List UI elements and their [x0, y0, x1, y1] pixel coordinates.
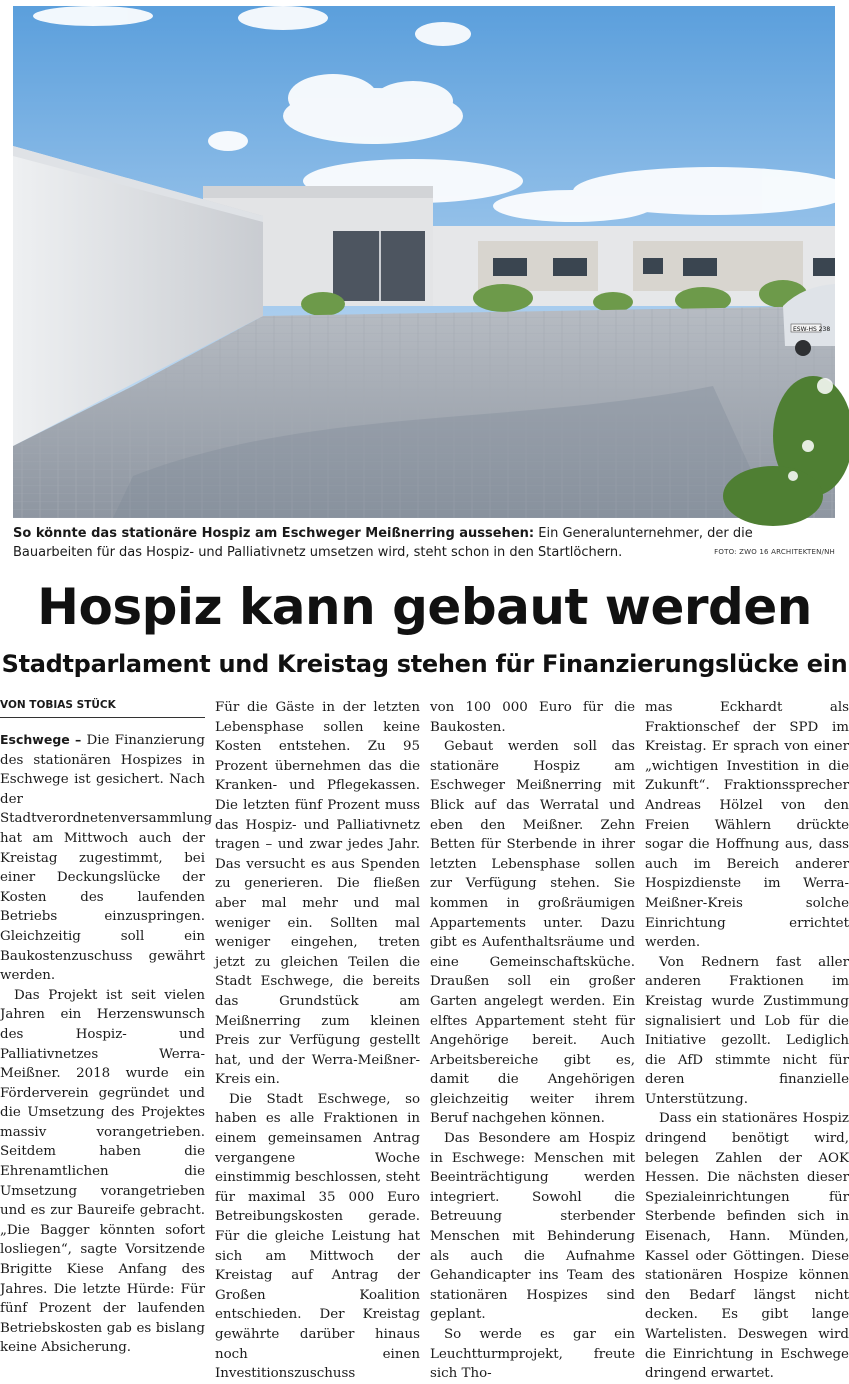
column-4: [645, 698, 849, 1382]
paragraph: So werde es gar ein Leuchtturmprojekt, freute sich Tho-: [430, 1327, 635, 1382]
paragraph: Das Projekt ist seit vielen Jahren ein Herzenswunsch des Hospiz- und Palliativnetzes Werra-Meißner. 2018 wurde ein Förderverein gegründet und die Umsetzung des Projektes massiv vorangetrieben. Seitdem haben die Ehrenamtlichen die Umsetzung vorangetrieben und es zur Baureife gebracht. „Die Bagger könnten sofort losliegen“, sagte Vorsitzende Brigitte Kiese Anfang des Jahres. Die letzte Hürde: Für fünf Prozent der laufenden Betriebskosten gab es bislang keine Absicherung.: [0, 987, 205, 1356]
column-3: [430, 698, 635, 1382]
article-photo: [13, 6, 835, 518]
architecture-rendering-image: [13, 6, 835, 518]
paragraph: mas Eckhardt als Fraktionschef der SPD im Kreistag. Er sprach von einer „wichtigen Investition in die Zukunft“. Fraktionssprecher Andreas Hölzel von den Freien Wählern drückte sogar die Hoffnung aus, dass auch im Bereich anderer Hospizdienste im Werra-Meißner-Kreis solche Einrichtung errichtet werden.: [645, 700, 849, 951]
paragraph: Gebaut werden soll das stationäre Hospiz am Eschweger Meißnerring mit Blick auf das Werratal und eben den Meißner. Zehn Betten für Sterbende in ihrer letzten Lebensphase sollen zur Verfügung stehen. Sie kommen in großräumigen Appartements unter. Dazu gibt es Aufenthaltsräume und eine Gemeinschaftsküche. Draußen soll ein großer Garten angelegt werden. Ein elftes Appartement steht für Angehörige bereit. Auch Arbeitsbereiche gibt es, damit die Angehörigen gleichzeitig weiter ihrem Beruf nachgehen können.: [430, 739, 635, 1127]
column-1: [0, 698, 213, 1356]
headline: Hospiz kann gebaut werden: [37, 578, 812, 636]
caption-text: Ein Generalunternehmer, der die Bauarbeiten für das Hospiz- und Palliativnetz umsetzen wird, steht schon in den Startlöchern.: [13, 526, 753, 560]
byline: VON TOBIAS STÜCK: [0, 698, 205, 718]
column-2: [215, 698, 420, 1382]
paragraph: von 100 000 Euro für die Baukosten.: [430, 700, 635, 735]
paragraph-text: Die Finanzierung des stationären Hospizes in Eschwege ist gesichert. Nach der Stadtverordnetenversammlung hat am Mittwoch auch der Kreistag zugestimmt, bei einer Deckungslücke der Kosten des laufenden Betriebs einzuspringen. Gleichzeitig soll ein Baukostenzuschuss gewährt werden.: [0, 733, 213, 984]
paragraph: Das Besondere am Hospiz in Eschwege: Menschen mit Beeinträchtigung werden integriert. Sowohl die Betreuung sterbender Menschen mit Behinderung als auch die Aufnahme Gehandicapter ins Team des stationären Hospizes sind geplant.: [430, 1131, 635, 1323]
article-body: [0, 698, 849, 1382]
paragraph: Dass ein stationäres Hospiz dringend benötigt wird, belegen Zahlen der AOK Hessen. Die nächsten dieser Spezialeinrichtungen für Sterbende befinden sich in Eisenach, Hann. Münden, Kassel oder Göttingen. Diese stationären Hospize können den Bedarf längst nicht decken. Es gibt lange Wartelisten. Deswegen wird die Einrichtung in Eschwege dringend erwartet.: [645, 1111, 849, 1382]
photo-credit: FOTO: ZWO 16 ARCHITEKTEN/NH: [714, 548, 835, 556]
paragraph: [0, 730, 213, 986]
license-plate-text: ESW-HS 238: [793, 326, 831, 333]
paragraph: Von Rednern fast aller anderen Fraktionen im Kreistag wurde Zustimmung signalisiert und Lob für die Initiative gezollt. Lediglich die AfD stimmte nicht für deren finanzielle Unterstützung.: [645, 954, 849, 1107]
photo-caption: [13, 524, 835, 562]
subheadline: Stadtparlament und Kreistag stehen für Finanzierungslücke ein: [1, 650, 848, 678]
paragraph: Die Stadt Eschwege, so haben es alle Fraktionen in einem gemeinsamen Antrag vergangene Woche einstimmig beschlossen, steht für maximal 35 000 Euro Betreibungskosten gerade. Für die gleiche Leistung hat sich am Mittwoch der Kreistag auf Antrag der Großen Koalition entschieden. Der Kreistag gewährte darüber hinaus noch einen Investitionszuschuss: [215, 1091, 420, 1382]
dateline: Eschwege –: [0, 732, 82, 747]
caption-lead: So könnte das stationäre Hospiz am Eschweger Meißnerring aussehen:: [13, 526, 535, 541]
paragraph: Für die Gäste in der letzten Lebensphase sollen keine Kosten entstehen. Zu 95 Prozent übernehmen das die Kranken- und Pflegekassen. Die letzten fünf Prozent muss das Hospiz- und Palliativnetz tragen – und zwar jedes Jahr. Das versucht es aus Spenden zu generieren. Die fließen aber mal mehr und mal weniger ein. Sollten mal weniger eingehen, treten jetzt zu gleichen Teilen die Stadt Eschwege, die bereits das Grundstück am Meißnerring zum kleinen Preis zur Verfügung gestellt hat, und der Werra-Meißner-Kreis ein.: [215, 700, 420, 1088]
